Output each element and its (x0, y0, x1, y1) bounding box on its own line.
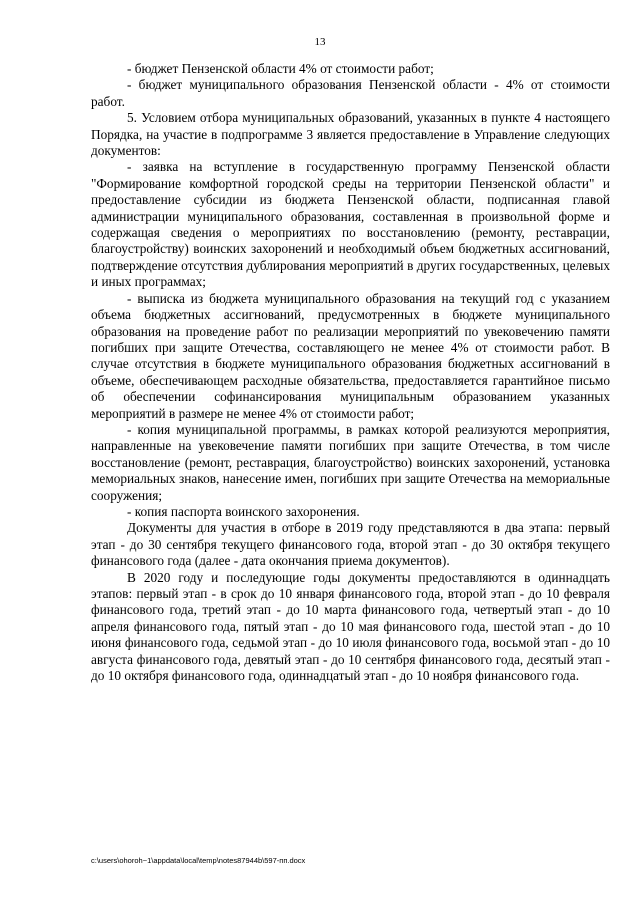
paragraph: 5. Условием отбора муниципальных образований, указанных в пункте 4 настоящего Порядка, на участие в подпрограмме 3 является предоставление в Управление следующих документов: (91, 110, 610, 159)
paragraph: - бюджет Пензенской области 4% от стоимости работ; (127, 61, 434, 76)
document-body (91, 61, 610, 684)
paragraph: Документы для участия в отборе в 2019 году представляются в два этапа: первый этап - до 30 сентября текущего финансового года, второй этап - до 30 октября текущего финансового года (далее - дата окончания приема документов). (91, 520, 610, 569)
paragraph: - копия паспорта воинского захоронения. (127, 503, 360, 519)
paragraph: - заявка на вступление в государственную программу Пензенской области "Формирование комфортной городской среды на территории Пензенской области" и предоставление субсидии из бюджета Пензенской области, подписанная главой администрации муниципального образования, составленная в произвольной форме и содержащая сведения о мероприятиях по восстановлению (ремонту, реставрации, благоустройству) воинских захоронений и необходимый объем бюджетных ассигнований, подтверждение отсутствия дублирования мероприятий в других государственных, целевых и иных программах; (91, 159, 610, 290)
footer-file-path: c:\users\ohoroh~1\appdata\local\temp\notes87944b\597-пп.docx (91, 856, 306, 865)
paragraph: - бюджет муниципального образования Пензенской области - 4% от стоимости работ. (91, 77, 610, 109)
paragraph: - выписка из бюджета муниципального образования на текущий год с указанием объема бюджетных ассигнований, предусмотренных в бюджете муниципального образования на проведение работ по реализации мероприятий по увековечению памяти погибших при защите Отечества, составляющего не менее 4% от стоимости работ. В случае отсутствия в бюджете муниципального образования бюджетных ассигнований в объеме, обеспечивающем расходные обязательства, предоставляется гарантийное письмо об обеспечении софинансирования муниципальным образованием указанных мероприятий в размере не менее 4% от стоимости работ; (91, 290, 610, 421)
paragraph: В 2020 году и последующие годы документы предоставляются в одиннадцать этапов: первый этап - в срок до 10 января финансового года, второй этап - до 10 февраля финансового года, третий этап - до 10 марта финансового года, четвертый этап - до 10 апреля финансового года, пятый этап - до 10 мая финансового года, шестой этап - до 10 июня финансового года, седьмой этап - до 10 июля финансового года, восьмой этап - до 10 августа финансового года, девятый этап - до 10 сентября финансового года, десятый этап - до 10 октября финансового года, одиннадцатый этап - до 10 ноября финансового года. (91, 569, 610, 684)
paragraph: - копия муниципальной программы, в рамках которой реализуются мероприятия, направленные на увековечение памяти погибших при защите Отечества, в том числе восстановление (ремонт, реставрация, благоустройство) воинских захоронений, установка мемориальных знаков, нанесение имен, погибших при защите Отечества на мемориальные сооружения; (91, 421, 610, 503)
page-number: 13 (314, 36, 326, 48)
